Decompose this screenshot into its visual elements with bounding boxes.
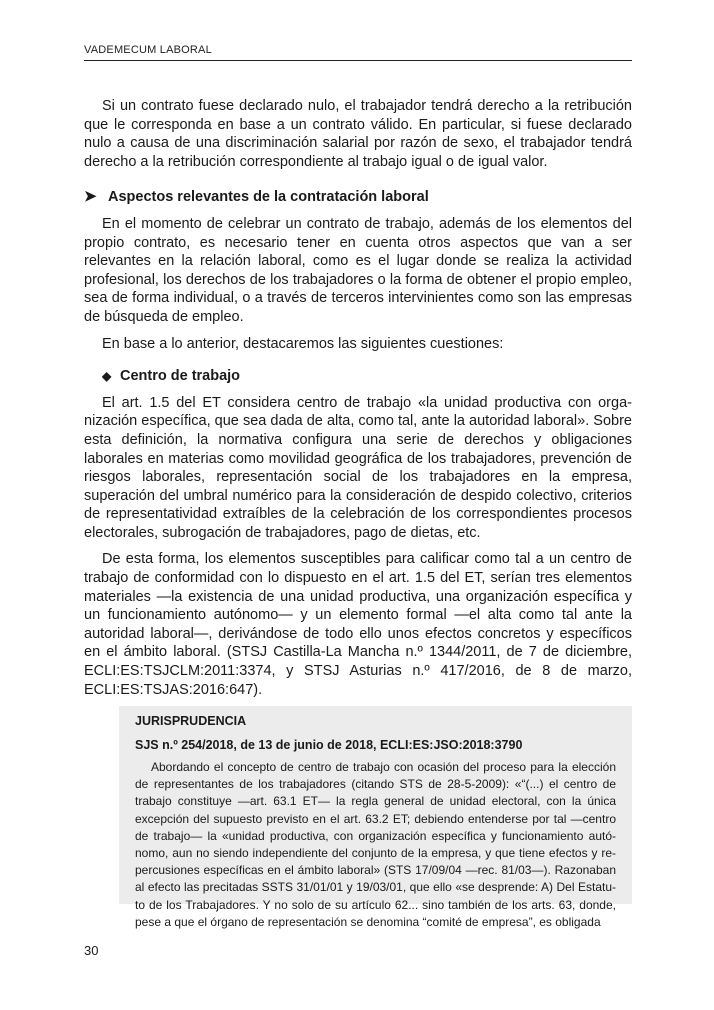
running-header: VADEMECUM LABORAL <box>84 44 212 56</box>
jurisprudence-label: JURISPRUDENCIA <box>135 714 247 728</box>
jurisprudence-text: Abordando el concepto de centro de trabajo con ocasión del proceso para la elección de representantes de los trabajadores (citando STS de 28-5-2009): «“(...) el centro de trabajo constituye —art. 63.1 ET— la regla general de unidad electoral, con la única excepción del supuesto previsto en el art. 63.2 ET; debiendo entenderse por tal —centro de trabajo— la «unidad productiva, con organización específica y funcionamiento autónomo, aun no siendo independiente del conjunto de la empresa, y que tiene efectos y repercusiones específicas en el ámbito laboral» (STS 17/09/04 —rec. 81/03—). Razonaban al efecto las precitadas SSTS 31/01/01 y 19/03/01, que ello «se desprende: A) Del Estatuto de los Trabajadores. Y no solo de su artículo 62... sino también de los arts. 63, donde, pese a que el órgano de representación se denomina “comité de empresa”, es obligada <box>135 760 616 929</box>
section-heading <box>84 188 632 207</box>
jurisprudence-reference: SJS n.º 254/2018, de 13 de junio de 2018, ECLI:ES:JSO:2018:3790 <box>135 738 523 752</box>
diamond-bullet-icon: ◆ <box>102 369 112 384</box>
paragraph-intro: Si un contrato fuese declarado nulo, el trabajador tendrá derecho a la retribución que le corresponda en base a un contrato válido. En particular, si fuese declarado nulo a causa de una discriminación salarial por razón de sexo, el trabajador tendrá derecho a la retribución correspondiente al trabajo igual o de igual valor. <box>84 98 632 170</box>
arrowhead-bullet-icon: ➤ <box>84 188 97 206</box>
subsection-heading-text: Centro de trabajo <box>120 368 241 385</box>
paragraph-centro-2: De esta forma, los elementos susceptibles para calificar como tal a un centro de trabajo de conformidad con lo dispuesto en el art. 1.5 del ET, serían tres elementos materiales —la existencia de una unidad productiva, una organización específica y un funcionamiento autónomo— y un elemento formal —el alta como tal ante la autoridad laboral—, derivándose de todo ello unos efectos concretos y específicos en el ámbito laboral. (STSJ Castilla-La Mancha n.º 1344/2011, de 7 de diciembre, ECLI:ES:TSJCLM:2011:3374, y STSJ Asturias n.º 417/2016, de 8 de marzo, ECLI:ES:TSJAS:2016:647). <box>84 551 632 698</box>
main-text <box>84 97 632 699</box>
header-rule <box>84 60 632 61</box>
jurisprudence-box <box>119 706 632 929</box>
subsection-heading <box>102 367 632 386</box>
paragraph-section-2: En base a lo anterior, destacaremos las siguientes cuestiones: <box>102 335 504 352</box>
page-number: 30 <box>84 943 99 958</box>
section-heading-text: Aspectos relevantes de la contratación laboral <box>108 189 429 206</box>
paragraph-centro-1: El art. 1.5 del ET considera centro de trabajo «la unidad productiva con organización específica, que sea dada de alta, como tal, ante la autoridad laboral». Sobre esta definición, la normativa configura una serie de derechos y obligaciones laborales en materias como movilidad geográfica de los trabajadores, prevención de riesgos laborales, representación social de los trabajadores en la empresa, superación del umbral numérico para la consideración de despido colectivo, criterios de representatividad extraíbles de la celebración de los correspondientes procesos electorales, subrogación de trabajadores, pago de dietas, etc. <box>84 394 632 541</box>
paragraph-section-1: En el momento de celebrar un contrato de trabajo, además de los elementos del propio contrato, es necesario tener en cuenta otros aspectos que van a ser relevantes en la relación laboral, como es el lugar donde se realiza la actividad profesional, los derechos de los trabajadores o la forma de obtener el propio empleo, sea de forma individual, o a través de terceros intervinientes como son las empresas de búsqueda de empleo. <box>84 215 632 325</box>
